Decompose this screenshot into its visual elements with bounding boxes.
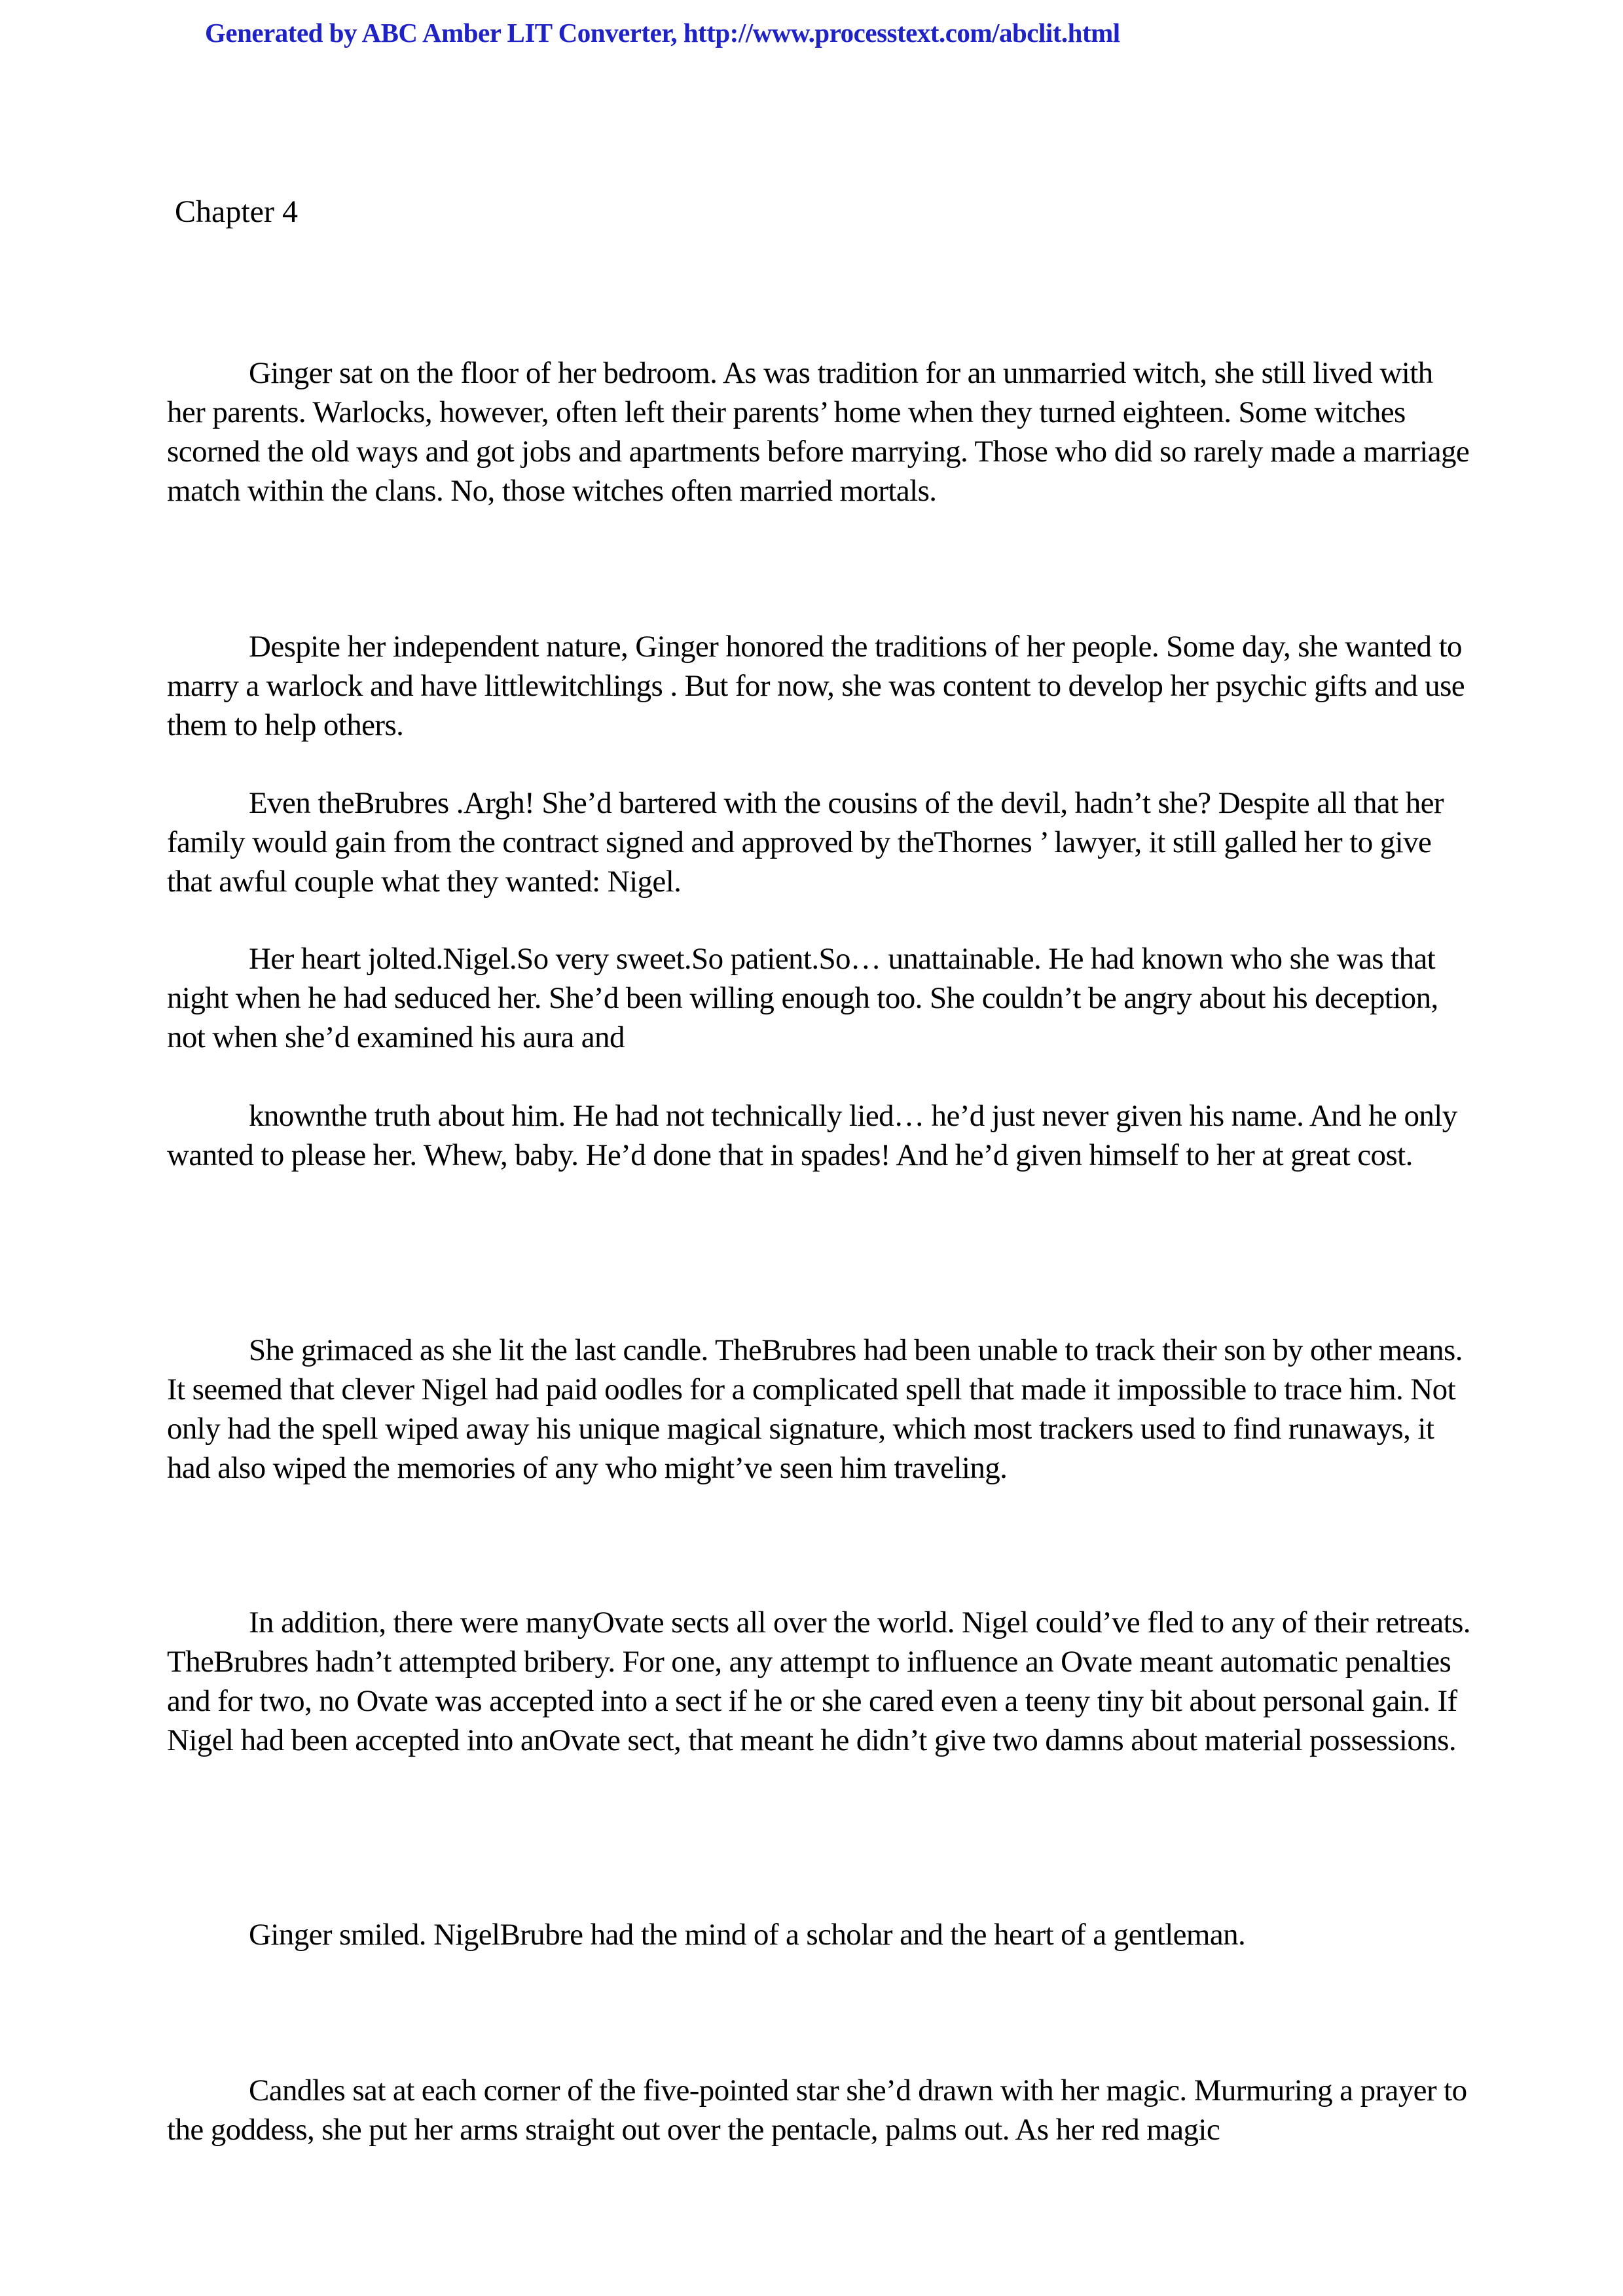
paragraph-4: Her heart jolted.Nigel.So very sweet.So patient.So… unattainable. He had known who she was that night when he had seduced her. She’d been willing enough too. She couldn’t be angry about his deception, not when she’d examined his aura and xyxy=(167,942,1438,1054)
paragraph-8: Ginger smiled. NigelBrubre had the mind of a scholar and the heart of a gentleman. xyxy=(249,1918,1246,1952)
paragraph-9: Candles sat at each corner of the five-pointed star she’d drawn with her magic. Murmuring a prayer to the goddess, she put her arms straight out over the pentacle, palms out. As her red magic xyxy=(167,2073,1467,2147)
paragraph-2: Despite her independent nature, Ginger honored the traditions of her people. Some day, she wanted to marry a warlock and have littlewitchlings . But for now, she was content to develop her psychic gifts and use them to help others. xyxy=(167,630,1465,742)
paragraph-7: In addition, there were manyOvate sects all over the world. Nigel could’ve fled to any of their retreats. TheBrubres hadn’t attempted bribery. For one, any attempt to influence an Ovate meant automatic penalties and for two, no Ovate was accepted into a sect if he or she cared even a teeny tiny bit about personal gain. If Nigel had been accepted into anOvate sect, that meant he didn’t give two damns about material possessions. xyxy=(167,1605,1470,1757)
chapter-title: Chapter 4 xyxy=(175,194,298,229)
paragraph-3: Even theBrubres .Argh! She’d bartered with the cousins of the devil, hadn’t she? Despite all that her family would gain from the contract signed and approved by theThornes ’ lawyer, it still galled her to give that awful couple what they wanted: Nigel. xyxy=(167,786,1444,899)
generator-link[interactable]: Generated by ABC Amber LIT Converter, http://www.processtext.com/abclit.html xyxy=(205,18,1120,48)
paragraph-5: knownthe truth about him. He had not technically lied… he’d just never given his name. And he only wanted to please her. Whew, baby. He’d done that in spades! And he’d given himself to her at great cost. xyxy=(167,1099,1457,1172)
paragraph-1: Ginger sat on the floor of her bedroom. As was tradition for an unmarried witch, she still lived with her parents. Warlocks, however, often left their parents’ home when they turned eighteen. Some witches scorned the old ways and got jobs and apartments before marrying. Those who did so rarely made a marriage match within the clans. No, those witches often married mortals. xyxy=(167,356,1470,508)
paragraph-6: She grimaced as she lit the last candle. TheBrubres had been unable to track their son by other means. It seemed that clever Nigel had paid oodles for a complicated spell that made it impossible to trace him. Not only had the spell wiped away his unique magical signature, which most trackers used to find runaways, it had also wiped the memories of any who might’ve seen him traveling. xyxy=(167,1333,1463,1485)
